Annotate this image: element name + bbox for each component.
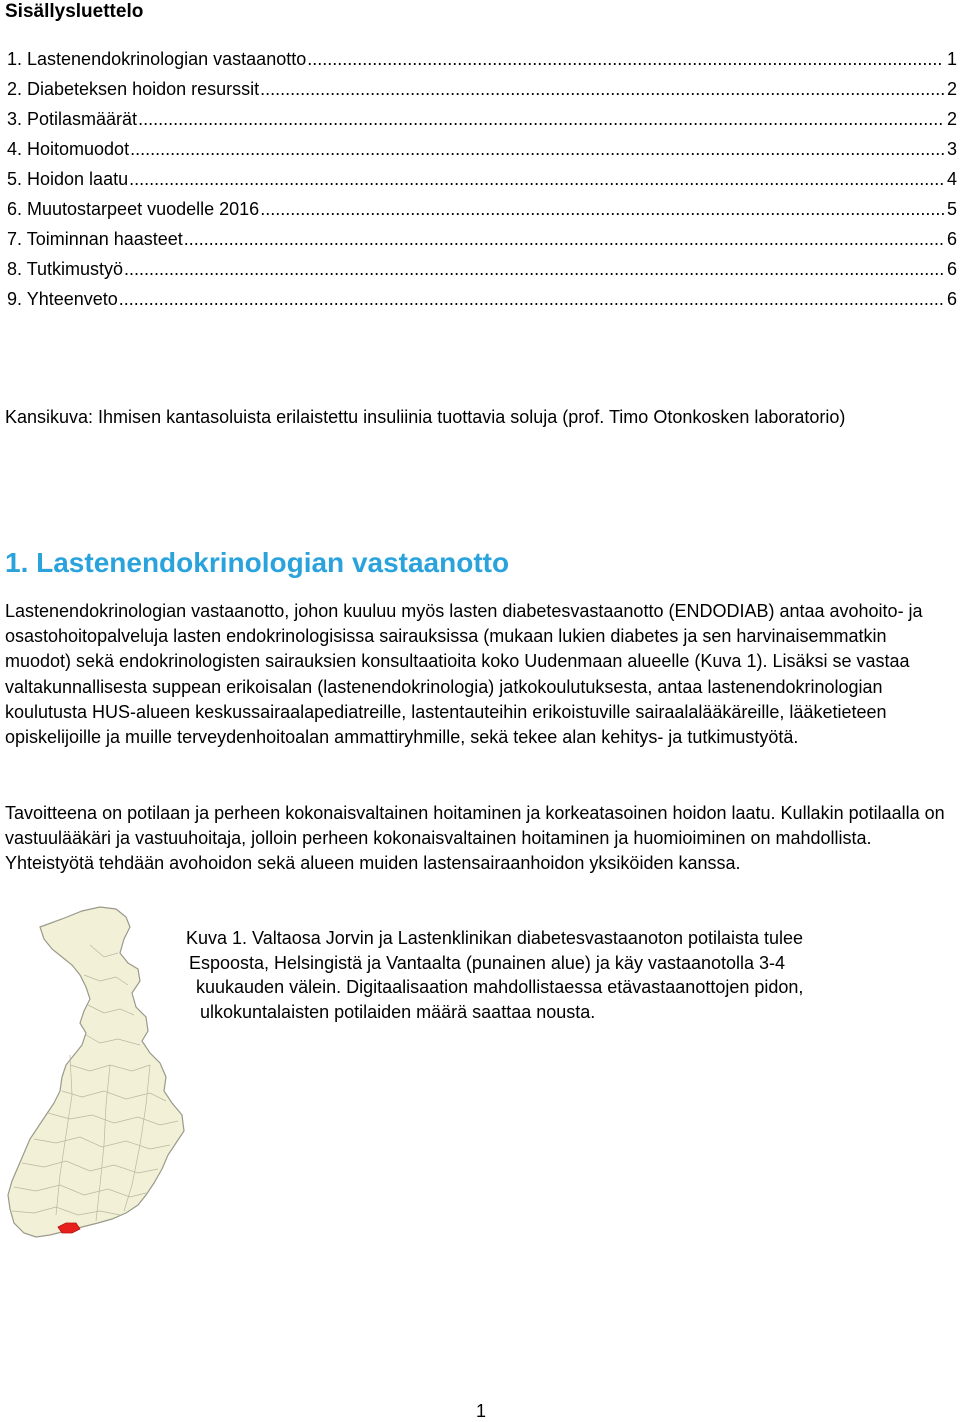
toc-item[interactable]: [7, 194, 957, 224]
toc-item[interactable]: [7, 164, 957, 194]
toc-item-label: 5. Hoidon laatu: [7, 169, 129, 189]
toc-item-label: 7. Toiminnan haasteet: [7, 229, 183, 249]
toc-item-page: 6: [946, 229, 957, 249]
toc-item-page: 4: [946, 169, 957, 189]
toc-item[interactable]: [7, 44, 957, 74]
toc-leader: [260, 74, 944, 104]
toc-item-page: 3: [946, 139, 957, 159]
toc-leader: [130, 134, 944, 164]
figure-caption-line: Kuva 1. Valtaosa Jorvin ja Lastenklinikan diabetesvastaanoton potilaista tulee: [186, 928, 804, 948]
section-paragraph-2: Tavoitteena on potilaan ja perheen kokonaisvaltainen hoitaminen ja korkeatasoinen hoidon laatu. Kullakin potilaalla on vastuulääkäri ja vastuuhoitaja, jolloin perheen kokonaisvaltainen hoitaminen ja huomioiminen on mahdollista. Yhteistyötä tehdään avohoidon sekä alueen muiden lastensairaanhoidon yksiköiden kanssa.: [5, 803, 945, 874]
toc-item-page: 6: [946, 259, 957, 279]
finland-map-figure: [0, 905, 190, 1265]
figure-caption-line: kuukauden välein. Digitaalisaation mahdollistaessa etävastaanottojen pidon,: [196, 977, 804, 997]
toc-item-label: 2. Diabeteksen hoidon resurssit: [7, 79, 260, 99]
toc-leader: [307, 44, 944, 74]
figure-caption-line: Espoosta, Helsingistä ja Vantaalta (punainen alue) ja käy vastaanotolla 3-4: [189, 952, 786, 973]
toc-item[interactable]: [7, 284, 957, 314]
toc-leader: [124, 254, 944, 284]
toc-item[interactable]: [7, 224, 957, 254]
toc-item[interactable]: [7, 134, 957, 164]
table-of-contents: [7, 44, 957, 314]
cover-image-caption: Kansikuva: Ihmisen kantasoluista erilaistettu insuliinia tuottavia soluja (prof. Timo Otonkosken laboratorio): [5, 407, 846, 427]
toc-leader: [260, 194, 944, 224]
toc-item-label: 4. Hoitomuodot: [7, 139, 130, 159]
finland-map-icon: [0, 905, 190, 1265]
toc-item[interactable]: [7, 104, 957, 134]
toc-item-label: 3. Potilasmäärät: [7, 109, 138, 129]
toc-item-page: 1: [946, 49, 957, 69]
toc-leader: [129, 164, 944, 194]
toc-leader: [138, 104, 944, 134]
page-number: 1: [476, 1401, 487, 1421]
toc-item-label: 8. Tutkimustyö: [7, 259, 124, 279]
figure-caption: [186, 926, 926, 1024]
toc-item[interactable]: [7, 254, 957, 284]
toc-item-page: 6: [946, 289, 957, 309]
section-title: 1. Lastenendokrinologian vastaanotto: [5, 547, 510, 578]
toc-item-label: 9. Yhteenveto: [7, 289, 118, 309]
toc-heading: Sisällysluettelo: [5, 1, 144, 22]
toc-item-page: 2: [946, 79, 957, 99]
figure-caption-line: ulkokuntalaisten potilaiden määrä saattaa nousta.: [200, 1001, 596, 1022]
section-paragraph-1: Lastenendokrinologian vastaanotto, johon kuuluu myös lasten diabetesvastaanotto (ENDODIAB) antaa avohoito- ja osastohoitopalveluja lasten endokrinologisissa sairauksissa (mukaan lukien diabetes ja sen harvinaisemmatkin muodot) sekä endokrinologisten sairauksien konsultaatioita koko Uudenmaan alueelle (Kuva 1). Lisäksi se vastaa valtakunnallisesta suppean erikoisalan (lastenendokrinologia) jatkokoulutuksesta, antaa lastenendokrinologian koulutusta HUS-alueen keskussairaalapediatreille, lastentauteihin erikoistuville sairaalalääkäreille, lääketieteen opiskelijoille ja muille terveydenhoitoalan ammattiryhmille, sekä tekee alan kehitys- ja tutkimustyötä.: [5, 601, 923, 748]
toc-leader: [119, 284, 944, 314]
toc-item-page: 5: [946, 199, 957, 219]
toc-item-label: 6. Muutostarpeet vuodelle 2016: [7, 199, 260, 219]
toc-leader: [184, 224, 944, 254]
finland-land: [8, 907, 184, 1237]
toc-item-page: 2: [946, 109, 957, 129]
toc-item-label: 1. Lastenendokrinologian vastaanotto: [7, 49, 307, 69]
toc-item[interactable]: [7, 74, 957, 104]
